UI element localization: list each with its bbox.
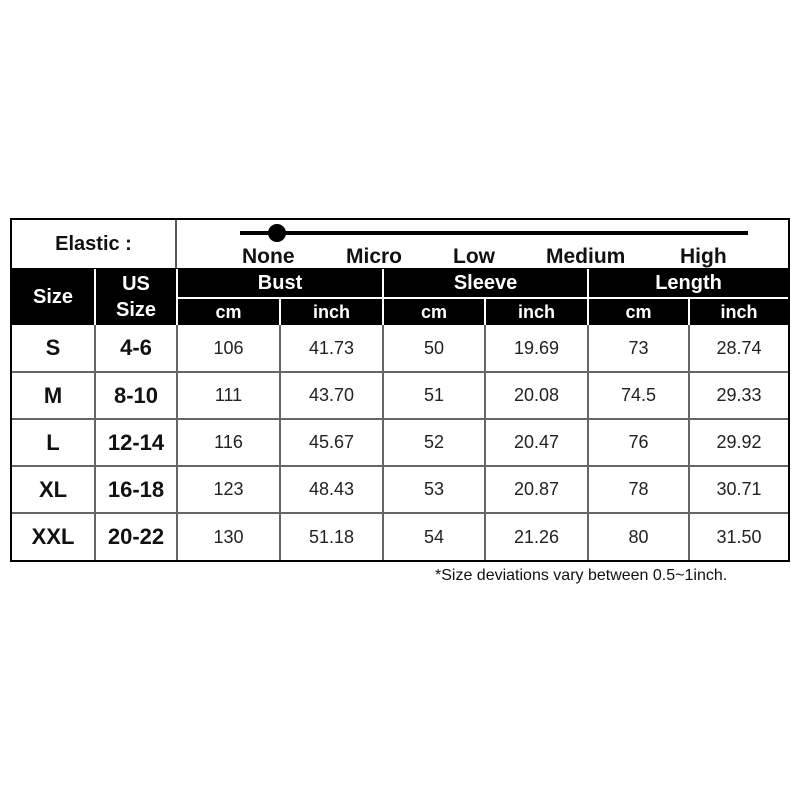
size-cell: M	[12, 372, 95, 419]
bust-inch-cell: 43.70	[280, 372, 383, 419]
bust-inch-cell: 41.73	[280, 325, 383, 372]
bust-cm-cell: 123	[177, 466, 280, 513]
us-size-cell: 16-18	[95, 466, 177, 513]
sleeve-inch-cell: 21.26	[485, 513, 588, 560]
table-row	[12, 419, 788, 466]
bust-inch-cell: 45.67	[280, 419, 383, 466]
length-cm-cell: 78	[588, 466, 689, 513]
sleeve-cm-cell: 50	[383, 325, 485, 372]
sleeve-cm-cell: 51	[383, 372, 485, 419]
header-length: Length	[588, 269, 788, 298]
us-size-cell: 12-14	[95, 419, 177, 466]
header-us-size	[95, 269, 177, 325]
header-bust: Bust	[177, 269, 383, 298]
header-unit-bust-inch: inch	[280, 298, 383, 325]
header-unit-bust-cm: cm	[177, 298, 280, 325]
header-us-size-line2: Size	[115, 299, 157, 321]
length-cm-cell: 80	[588, 513, 689, 560]
size-cell: XXL	[12, 513, 95, 560]
us-size-cell: 8-10	[95, 372, 177, 419]
size-cell: L	[12, 419, 95, 466]
sleeve-inch-cell: 20.87	[485, 466, 588, 513]
elastic-option-low: Low	[453, 245, 495, 268]
elastic-label: Elastic :	[12, 220, 177, 268]
size-chart	[10, 218, 790, 562]
elastic-option-none: None	[242, 245, 295, 268]
table-row	[12, 513, 788, 560]
header-unit-length-cm: cm	[588, 298, 689, 325]
length-cm-cell: 74.5	[588, 372, 689, 419]
length-inch-cell: 29.33	[689, 372, 788, 419]
length-inch-cell: 30.71	[689, 466, 788, 513]
elastic-option-micro: Micro	[346, 245, 403, 268]
sleeve-inch-cell: 20.08	[485, 372, 588, 419]
header-unit-sleeve-inch: inch	[485, 298, 588, 325]
size-deviation-note: *Size deviations vary between 0.5~1inch.	[435, 567, 728, 584]
bust-cm-cell: 130	[177, 513, 280, 560]
sleeve-inch-cell: 19.69	[485, 325, 588, 372]
elastic-scale-row	[12, 220, 788, 270]
us-size-cell: 20-22	[95, 513, 177, 560]
length-inch-cell: 29.92	[689, 419, 788, 466]
header-us-size-line1: US	[122, 273, 150, 295]
sleeve-cm-cell: 53	[383, 466, 485, 513]
sleeve-inch-cell: 20.47	[485, 419, 588, 466]
bust-inch-cell: 48.43	[280, 466, 383, 513]
length-cm-cell: 73	[588, 325, 689, 372]
size-table	[12, 269, 788, 560]
size-cell: S	[45, 335, 61, 360]
length-inch-cell: 28.74	[689, 325, 788, 372]
us-size-cell: 4-6	[95, 325, 177, 372]
elastic-scale-marker	[268, 224, 286, 242]
table-row	[12, 466, 788, 513]
sleeve-cm-cell: 54	[383, 513, 485, 560]
bust-inch-cell: 51.18	[280, 513, 383, 560]
length-cm-cell: 76	[588, 419, 689, 466]
size-cell: XL	[12, 466, 95, 513]
bust-cm-cell: 111	[177, 372, 280, 419]
elastic-option-medium: Medium	[546, 245, 626, 268]
elastic-option-high: High	[680, 245, 727, 268]
header-unit-length-inch: inch	[689, 298, 788, 325]
header-size: Size	[12, 269, 95, 325]
length-inch-cell: 31.50	[689, 513, 788, 560]
bust-cm-cell: 116	[177, 419, 280, 466]
elastic-scale-track	[240, 231, 748, 235]
header-sleeve: Sleeve	[383, 269, 588, 298]
sleeve-cm-cell: 52	[383, 419, 485, 466]
bust-cm-cell: 106	[177, 325, 280, 372]
table-row	[12, 372, 788, 419]
table-row	[12, 325, 788, 372]
header-unit-sleeve-cm: cm	[383, 298, 485, 325]
